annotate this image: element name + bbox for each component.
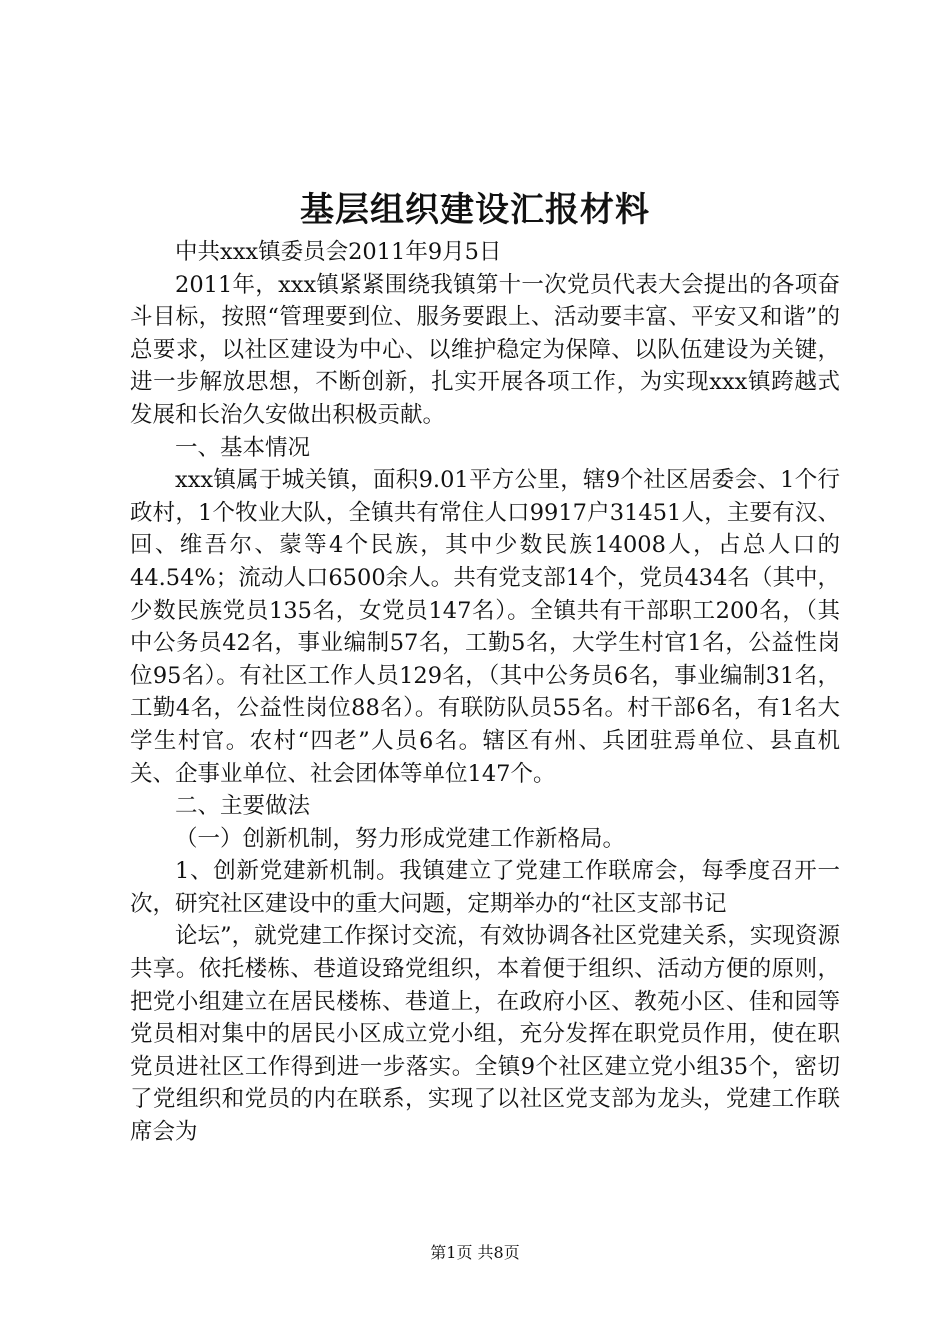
- paragraph-forum: 论坛”，就党建工作探讨交流，有效协调各社区党建关系，实现资源共享。依托楼栋、巷道设臵党组织，本着便于组织、活动方便的原则，把党小组建立在居民楼栋、巷道上，在政府小区、教苑小区、佳和园等党员相对集中的居民小区成立党小组，充分发挥在职党员作用，使在职党员进社区工作得到进一步落实。全镇9个社区建立党小组35个，密切了党组织和党员的内在联系，实现了以社区党支部为龙头，党建工作联席会为: [130, 923, 840, 1146]
- paragraph-date-line: 中共xxx镇委员会2011年9月5日: [175, 239, 502, 265]
- page-number-footer: 第1页 共8页: [430, 1243, 520, 1262]
- heading-basic-situation: 一、基本情况: [175, 434, 311, 461]
- document-title: 基层组织建设汇报材料: [300, 190, 650, 230]
- heading-main-practices: 二、主要做法: [175, 793, 311, 820]
- paragraph-intro: 2011年，xxx镇紧紧围绕我镇第十一次党员代表大会提出的各项奋斗目标，按照“管理要到位、服务要跟上、活动要丰富、平安又和谐”的总要求，以社区建设为中心、以维护稳定为保障、以队伍建设为关键，进一步解放思想，不断创新，扎实开展各项工作，为实现xxx镇跨越式发展和长治久安做出积极贡献。: [130, 271, 840, 428]
- subheading-innovation: （一）创新机制，努力形成党建工作新格局。: [175, 825, 626, 852]
- paragraph-basic-situation: xxx镇属于城关镇，面积9.01平方公里，辖9个社区居委会、1个行政村，1个牧业大队，全镇共有常住人口9917户31451人，主要有汉、回、维吾尔、蒙等4个民族，其中少数民族14008人，占总人口的44.54%；流动人口6500余人。共有党支部14个，党员434名（其中，少数民族党员135名，女党员147名）。全镇共有干部职工200名，（其中公务员42名，事业编制57名，工勤5名，大学生村官1名，公益性岗位95名）。有社区工作人员129名，（其中公务员6名，事业编制31名，工勤4名，公益性岗位88名）。有联防队员55名。村干部6名，有1名大学生村官。农村“四老”人员6名。辖区有州、兵团驻焉单位、县直机关、企事业单位、社会团体等单位147个。: [130, 467, 840, 787]
- document-body: [130, 236, 840, 1149]
- paragraph-mechanism: 1、创新党建新机制。我镇建立了党建工作联席会，每季度召开一次，研究社区建设中的重大问题，定期举办的“社区支部书记: [130, 858, 840, 917]
